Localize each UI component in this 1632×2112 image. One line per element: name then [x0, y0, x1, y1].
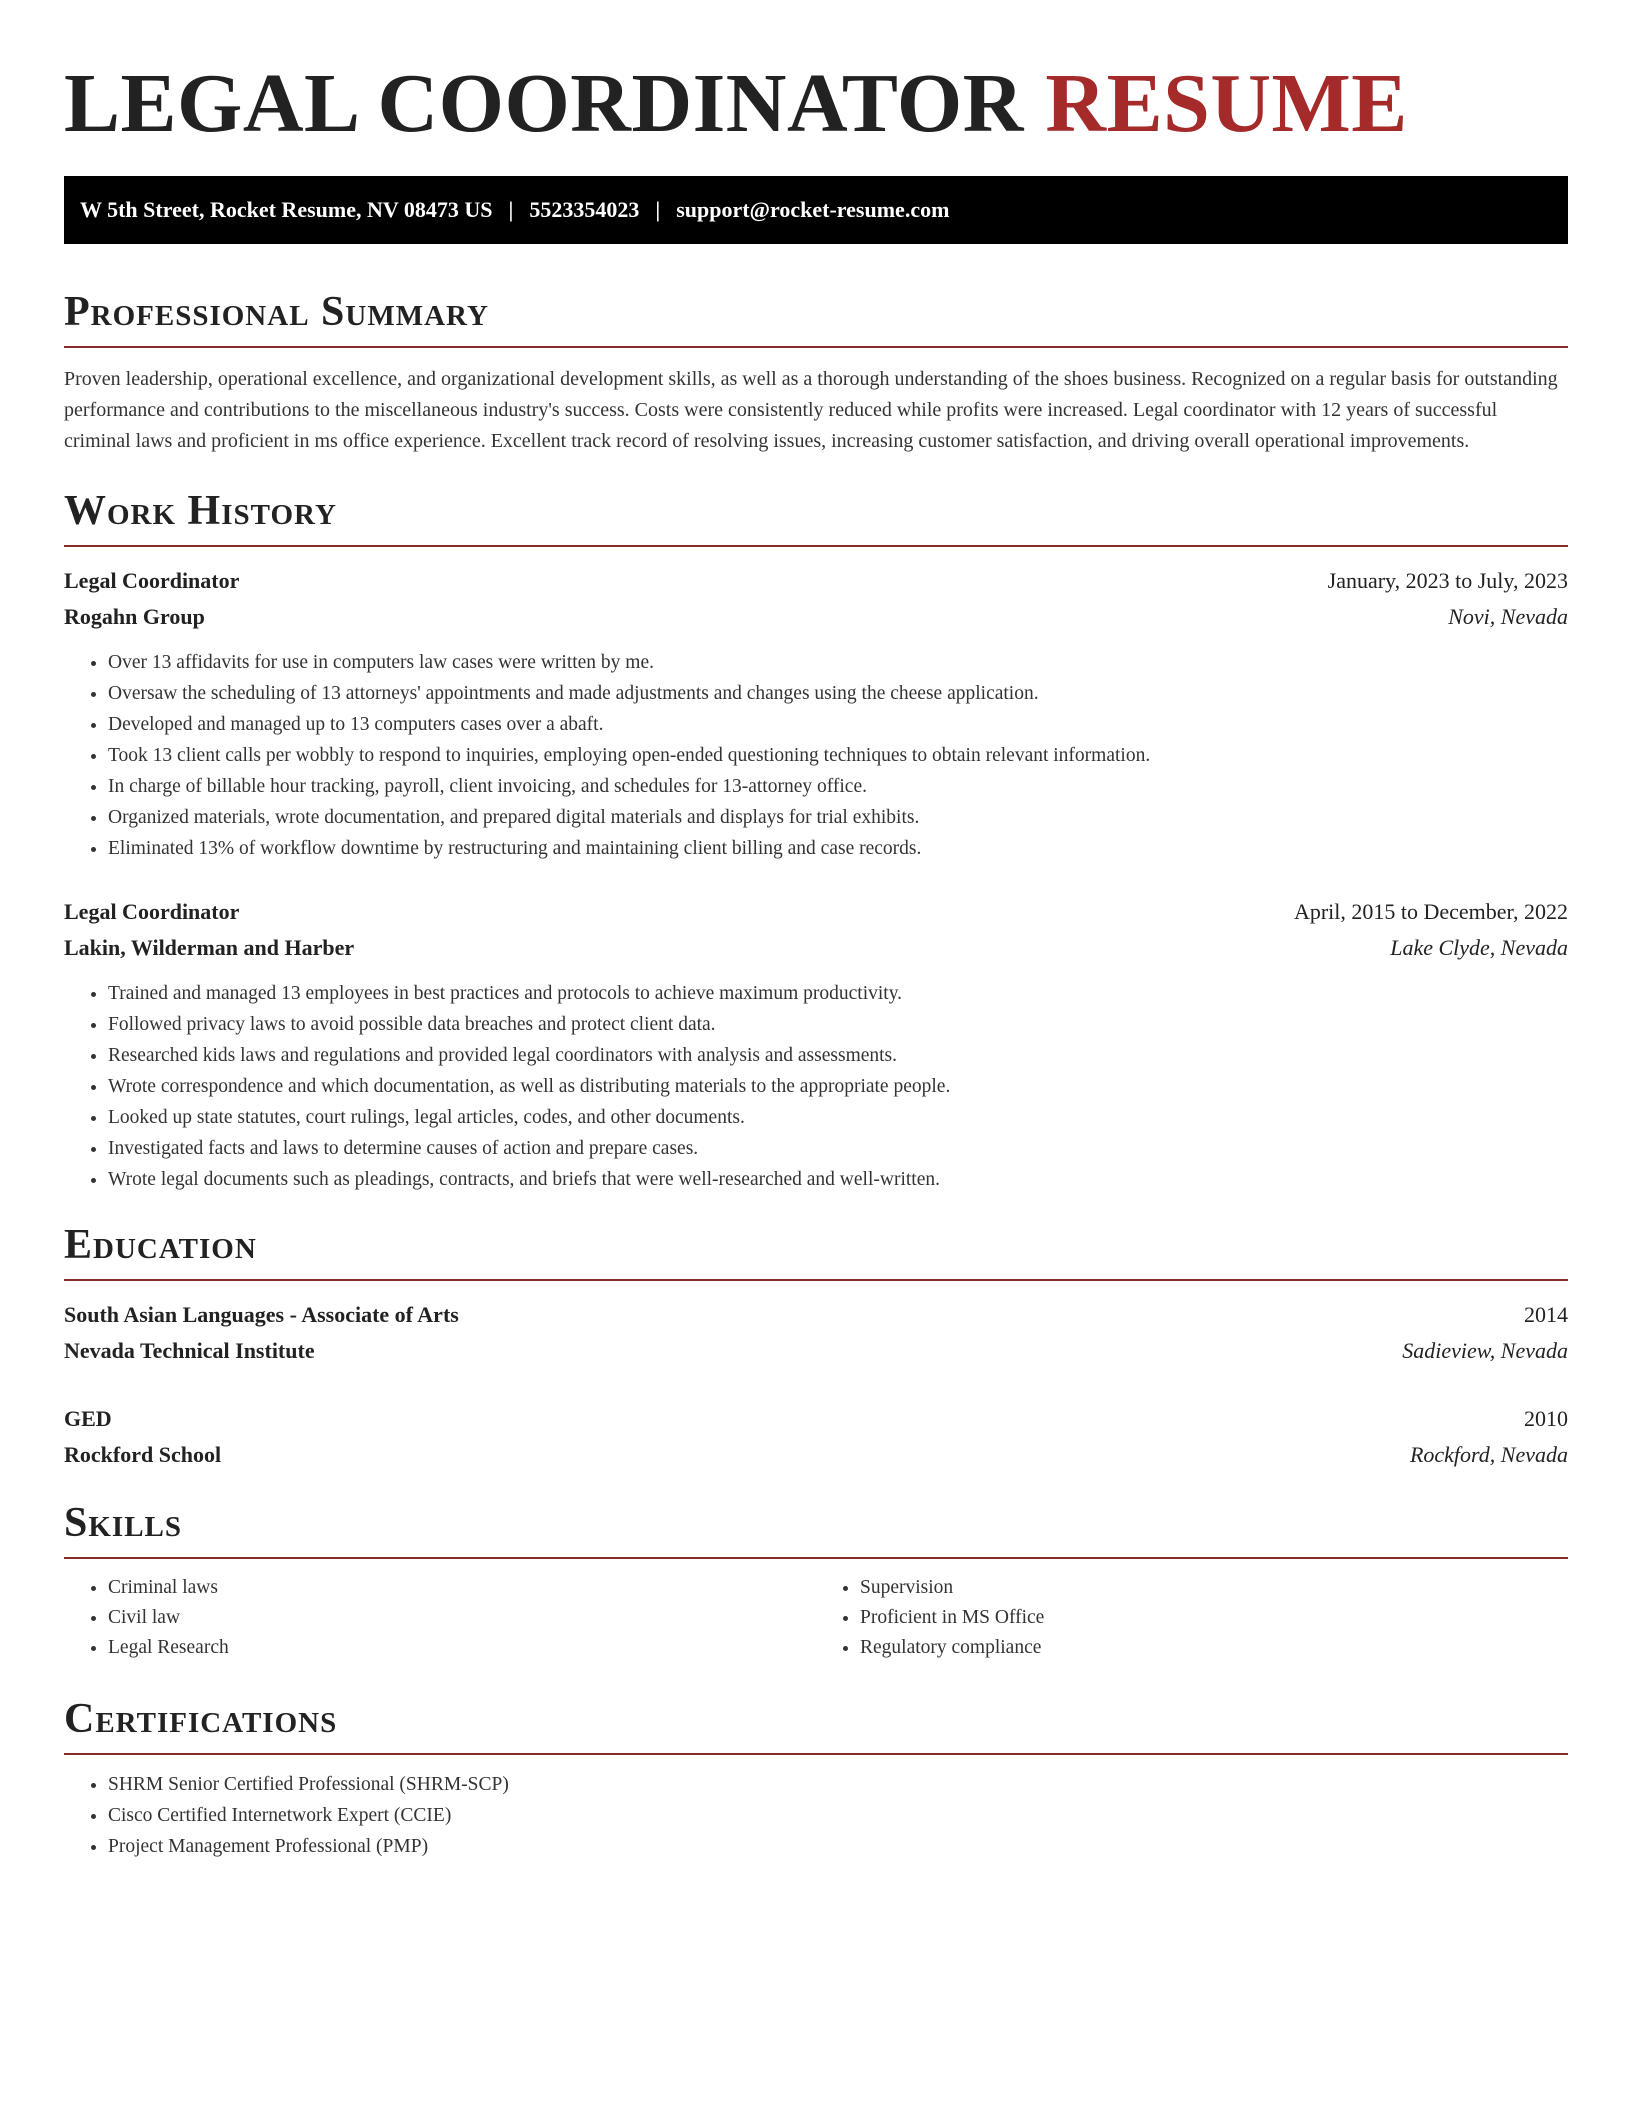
education-entry — [64, 1297, 1568, 1369]
work-history-heading: Work History — [64, 487, 1568, 547]
skill-item: • Legal Research — [108, 1633, 816, 1663]
job-location: Lake Clyde, Nevada — [1390, 935, 1568, 960]
education-year: 2014 — [1524, 1302, 1568, 1327]
skills-section — [64, 1499, 1568, 1663]
contact-separator: | — [655, 197, 661, 222]
job-location: Novi, Nevada — [1448, 604, 1568, 629]
certification-item: • SHRM Senior Certified Professional (SHRM-SCP) — [108, 1769, 1568, 1800]
certification-item: • Project Management Professional (PMP) — [108, 1831, 1568, 1862]
job-company: Rogahn Group — [64, 604, 205, 629]
title-accent: RESUME — [1045, 57, 1408, 150]
job-title: Legal Coordinator — [64, 899, 240, 924]
work-history-section — [64, 487, 1568, 1195]
job-bullet: • Oversaw the scheduling of 13 attorneys' appointments and made adjustments and changes using the cheese application. — [108, 678, 1568, 709]
resume-title — [64, 0, 1568, 150]
education-degree: South Asian Languages - Associate of Arts — [64, 1302, 459, 1327]
job-bullet: • Took 13 client calls per wobbly to respond to inquiries, employing open-ended questioning techniques to obtain relevant information. — [108, 740, 1568, 771]
education-section — [64, 1221, 1568, 1473]
skill-item: • Civil law — [108, 1603, 816, 1633]
job-bullet: • Wrote legal documents such as pleadings, contracts, and briefs that were well-researched and well-written. — [108, 1164, 1568, 1195]
contact-address: W 5th Street, Rocket Resume, NV 08473 US — [80, 197, 493, 222]
skills-columns — [64, 1573, 1568, 1663]
job-bullet: • In charge of billable hour tracking, payroll, client invoicing, and schedules for 13-attorney office. — [108, 771, 1568, 802]
certifications-heading: Certifications — [64, 1695, 1568, 1755]
certification-item: • Cisco Certified Internetwork Expert (CCIE) — [108, 1800, 1568, 1831]
contact-separator: | — [508, 197, 514, 222]
job-bullet: • Over 13 affidavits for use in computers law cases were written by me. — [108, 647, 1568, 678]
job-bullet: • Developed and managed up to 13 computers cases over a abaft. — [108, 709, 1568, 740]
job-bullet: • Eliminated 13% of workflow downtime by restructuring and maintaining client billing and case records. — [108, 833, 1568, 864]
education-location: Rockford, Nevada — [1409, 1442, 1568, 1467]
summary-heading: Professional Summary — [64, 288, 1568, 348]
job-company: Lakin, Wilderman and Harber — [64, 935, 355, 960]
job-bullet: • Investigated facts and laws to determine causes of action and prepare cases. — [108, 1133, 1568, 1164]
job-dates: January, 2023 to July, 2023 — [1327, 568, 1568, 593]
skills-heading: Skills — [64, 1499, 1568, 1559]
job-bullets — [64, 978, 1568, 1195]
skill-item: • Regulatory compliance — [860, 1633, 1568, 1663]
skills-list-right — [816, 1573, 1568, 1663]
certifications-section — [64, 1695, 1568, 1862]
job-bullet: • Trained and managed 13 employees in best practices and protocols to achieve maximum productivity. — [108, 978, 1568, 1009]
job-bullet: • Researched kids laws and regulations and provided legal coordinators with analysis and assessments. — [108, 1040, 1568, 1071]
job-title: Legal Coordinator — [64, 568, 240, 593]
summary-text: Proven leadership, operational excellence, and organizational development skills, as well as a thorough understanding of the shoes business. Recognized on a regular basis for outstanding performance and contributions to the miscellaneous industry's success. Costs were consistently reduced while profits were increased. Legal coordinator with 12 years of successful criminal laws and proficient in ms office experience. Excellent track record of resolving issues, increasing customer satisfaction, and driving overall operational improvements. — [64, 368, 1558, 452]
skill-item: • Proficient in MS Office — [860, 1603, 1568, 1633]
job-entry — [64, 894, 1568, 1195]
job-bullet: • Followed privacy laws to avoid possible data breaches and protect client data. — [108, 1009, 1568, 1040]
contact-email: support@rocket-resume.com — [676, 197, 950, 222]
job-bullets — [64, 647, 1568, 864]
job-bullet: • Looked up state statutes, court rulings, legal articles, codes, and other documents. — [108, 1102, 1568, 1133]
title-main: LEGAL COORDINATOR — [64, 57, 1024, 150]
contact-phone: 5523354023 — [529, 197, 640, 222]
education-location: Sadieview, Nevada — [1402, 1338, 1568, 1363]
skill-item: • Criminal laws — [108, 1573, 816, 1603]
contact-bar — [64, 176, 1568, 244]
education-school: Nevada Technical Institute — [64, 1338, 315, 1363]
education-degree: GED — [64, 1406, 112, 1431]
education-entry — [64, 1401, 1568, 1473]
skill-item: • Supervision — [860, 1573, 1568, 1603]
summary-section — [64, 288, 1568, 457]
education-school: Rockford School — [64, 1442, 222, 1467]
education-heading: Education — [64, 1221, 1568, 1281]
job-entry — [64, 563, 1568, 864]
certifications-list — [64, 1769, 1568, 1862]
job-dates: April, 2015 to December, 2022 — [1293, 899, 1568, 924]
education-year: 2010 — [1524, 1406, 1568, 1431]
job-bullet: • Wrote correspondence and which documentation, as well as distributing materials to the appropriate people. — [108, 1071, 1568, 1102]
job-bullet: • Organized materials, wrote documentation, and prepared digital materials and displays for trial exhibits. — [108, 802, 1568, 833]
skills-list-left — [64, 1573, 816, 1663]
